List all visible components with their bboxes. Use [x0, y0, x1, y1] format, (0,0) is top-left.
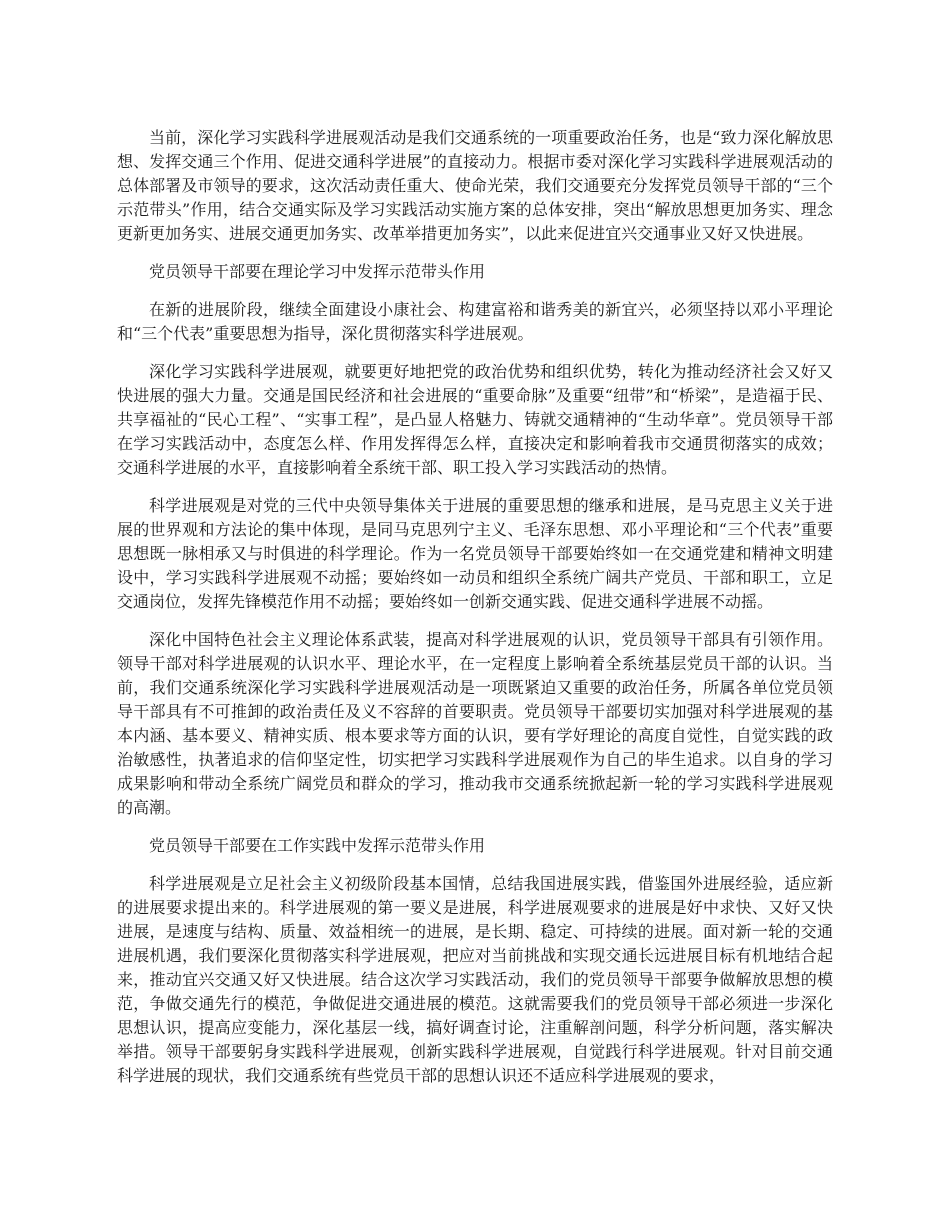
- paragraph-scientific-outlook: 科学进展观是对党的三代中央领导集体关于进展的重要思想的继承和进展，是马克思主义关于进展的世界观和方法论的集中体现，是同马克思列宁主义、毛泽东思想、邓小平理论和“三个代表”重要思想既一脉相承又与时俱进的科学理论。作为一名党员领导干部要始终如一在交通党建和精神文明建设中，学习实践科学进展观不动摇；要始终如一动员和组织全系统广阔共产党员、干部和职工，立足交通岗位，发挥先锋模范作用不动摇；要始终如一创新交通实践、促进交通科学进展不动摇。: [117, 496, 833, 611]
- paragraph-theory-system: 深化中国特色社会主义理论体系武装，提高对科学进展观的认识，党员领导干部具有引领作用。领导干部对科学进展观的认识水平、理论水平，在一定程度上影响着全系统基层党员干部的认识。当前，我们交通系统深化学习实践科学进展观活动是一项既紧迫又重要的政治任务，所属各单位党员领导干部具有不可推卸的政治责任及义不容辞的首要职责。党员领导干部要切实加强对科学进展观的基本内涵、基本要义、精神实质、根本要求等方面的认识，要有学好理论的高度自觉性，自觉实践的政治敏感性，执著追求的信仰坚定性，切实把学习实践科学进展观作为自己的毕生追求。以自身的学习成果影响和带动全系统广阔党员和群众的学习，推动我市交通系统掀起新一轮的学习实践科学进展观的高潮。: [117, 630, 833, 817]
- paragraph-new-stage: 在新的进展阶段，继续全面建设小康社会、构建富裕和谐秀美的新宜兴，必须坚持以邓小平理论和“三个代表”重要思想为指导，深化贯彻落实科学进展观。: [117, 300, 833, 343]
- paragraph-work-practice: 科学进展观是立足社会主义初级阶段基本国情，总结我国进展实践，借鉴国外进展经验，适应新的进展要求提出来的。科学进展观的第一要义是进展，科学进展观要求的进展是好中求快、又好又快进展，是速度与结构、质量、效益相统一的进展，是长期、稳定、可持续的进展。面对新一轮的交通进展机遇，我们要深化贯彻落实科学进展观，把应对当前挑战和实现交通长远进展目标有机地结合起来，推动宜兴交通又好又快进展。结合这次学习实践活动，我们的党员领导干部要争做解放思想的模范，争做交通先行的模范，争做促进交通进展的模范。这就需要我们的党员领导干部必须进一步深化思想认识，提高应变能力，深化基层一线，搞好调查讨论，注重解剖问题，科学分析问题，落实解决举措。领导干部要躬身实践科学进展观，创新实践科学进展观，自觉践行科学进展观。针对目前交通科学进展的现状，我们交通系统有些党员干部的思想认识还不适应科学进展观的要求，: [117, 874, 833, 1085]
- paragraph-intro: 当前，深化学习实践科学进展观活动是我们交通系统的一项重要政治任务，也是“致力深化解放思想、发挥交通三个作用、促进交通科学进展”的直接动力。根据市委对深化学习实践科学进展观活动的总体部署及市领导的要求，这次活动责任重大、使命光荣，我们交通要充分发挥党员领导干部的“三个示范带头”作用，结合交通实际及学习实践活动实施方案的总体安排，突出“解放思想更加务实、理念更新更加务实、进展交通更加务实、改革举措更加务实”，以此来促进宜兴交通事业又好又快进展。: [117, 128, 833, 243]
- section-heading-theory-study: 党员领导干部要在理论学习中发挥示范带头作用: [149, 262, 486, 281]
- section-heading-work-practice: 党员领导干部要在工作实践中发挥示范带头作用: [149, 836, 486, 855]
- document-body: [117, 126, 833, 1102]
- paragraph-deepen-study: 深化学习实践科学进展观，就要更好地把党的政治优势和组织优势，转化为推动经济社会又好又快进展的强大力量。交通是国民经济和社会进展的“重要命脉”及重要“纽带”和“桥梁”，是造福于民、共享福祉的“民心工程”、“实事工程”，是凸显人格魅力、铸就交通精神的“生动华章”。党员领导干部在学习实践活动中，态度怎么样、作用发挥得怎么样，直接决定和影响着我市交通贯彻落实的成效；交通科学进展的水平，直接影响着全系统干部、职工投入学习实践活动的热情。: [117, 362, 833, 477]
